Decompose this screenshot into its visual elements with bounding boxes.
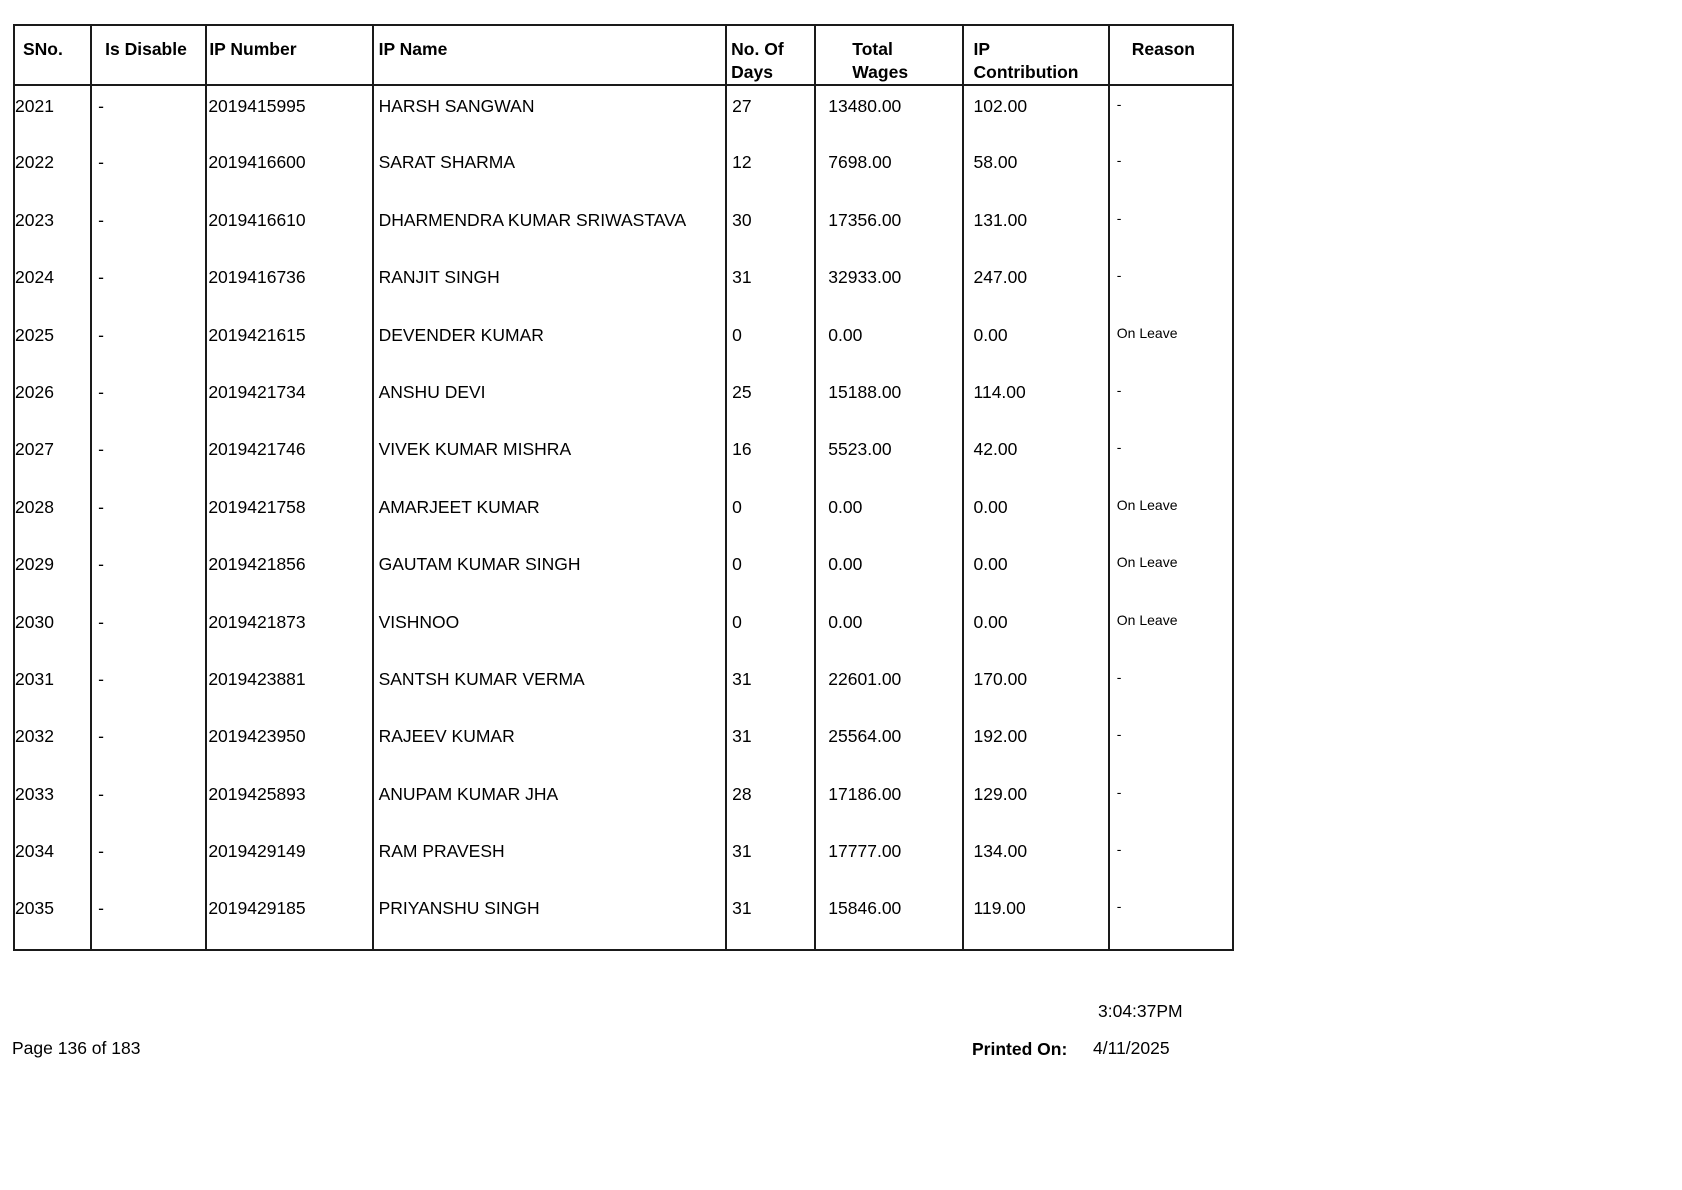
cell-contribution: 129.00 xyxy=(963,774,1109,831)
cell-wages: 0.00 xyxy=(815,602,962,659)
cell-is-disable: - xyxy=(91,85,206,142)
header-ip-name: IP Name xyxy=(373,25,727,85)
cell-reason: - xyxy=(1109,659,1233,716)
cell-days: 30 xyxy=(726,200,815,257)
cell-is-disable: - xyxy=(91,774,206,831)
cell-sno: 2021 xyxy=(14,85,91,142)
header-sno: SNo. xyxy=(14,25,91,85)
cell-ip-name: VIVEK KUMAR MISHRA xyxy=(373,429,727,486)
table-row xyxy=(14,372,1233,429)
cell-ip-name: PRIYANSHU SINGH xyxy=(373,888,727,950)
header-contribution-line1: IP xyxy=(973,39,991,59)
header-reason: Reason xyxy=(1109,25,1233,85)
cell-sno: 2032 xyxy=(14,716,91,773)
cell-is-disable: - xyxy=(91,315,206,372)
cell-ip-number: 2019421746 xyxy=(206,429,372,486)
cell-sno: 2030 xyxy=(14,602,91,659)
cell-sno: 2035 xyxy=(14,888,91,950)
cell-days: 31 xyxy=(726,659,815,716)
cell-ip-name: VISHNOO xyxy=(373,602,727,659)
cell-wages: 17777.00 xyxy=(815,831,962,888)
cell-is-disable: - xyxy=(91,602,206,659)
printed-time: 3:04:37PM xyxy=(1098,1001,1183,1021)
cell-wages: 15188.00 xyxy=(815,372,962,429)
cell-is-disable: - xyxy=(91,142,206,199)
cell-days: 31 xyxy=(726,888,815,950)
cell-reason: - xyxy=(1109,142,1233,199)
cell-wages: 0.00 xyxy=(815,315,962,372)
table-row xyxy=(14,200,1233,257)
cell-ip-name: ANSHU DEVI xyxy=(373,372,727,429)
cell-ip-name: SANTSH KUMAR VERMA xyxy=(373,659,727,716)
cell-ip-number: 2019421734 xyxy=(206,372,372,429)
cell-ip-number: 2019425893 xyxy=(206,774,372,831)
cell-is-disable: - xyxy=(91,487,206,544)
table-header xyxy=(14,25,1233,85)
cell-days: 12 xyxy=(726,142,815,199)
header-days-line1: No. Of xyxy=(731,39,784,59)
cell-ip-name: ANUPAM KUMAR JHA xyxy=(373,774,727,831)
cell-ip-name: DEVENDER KUMAR xyxy=(373,315,727,372)
cell-is-disable: - xyxy=(91,831,206,888)
cell-wages: 0.00 xyxy=(815,487,962,544)
cell-ip-number: 2019421873 xyxy=(206,602,372,659)
cell-reason: - xyxy=(1109,831,1233,888)
cell-wages: 5523.00 xyxy=(815,429,962,486)
cell-wages: 25564.00 xyxy=(815,716,962,773)
table-row xyxy=(14,315,1233,372)
header-wages-line1: Total xyxy=(852,39,893,59)
cell-ip-name: HARSH SANGWAN xyxy=(373,85,727,142)
cell-days: 31 xyxy=(726,257,815,314)
cell-reason: On Leave xyxy=(1109,544,1233,601)
header-row xyxy=(14,25,1233,85)
cell-contribution: 0.00 xyxy=(963,315,1109,372)
cell-sno: 2033 xyxy=(14,774,91,831)
header-ip-number: IP Number xyxy=(206,25,372,85)
cell-reason: - xyxy=(1109,774,1233,831)
cell-ip-number: 2019421615 xyxy=(206,315,372,372)
cell-sno: 2022 xyxy=(14,142,91,199)
cell-reason: - xyxy=(1109,429,1233,486)
cell-reason: - xyxy=(1109,716,1233,773)
cell-contribution: 0.00 xyxy=(963,487,1109,544)
cell-ip-number: 2019429185 xyxy=(206,888,372,950)
cell-sno: 2023 xyxy=(14,200,91,257)
table-row xyxy=(14,85,1233,142)
cell-reason: On Leave xyxy=(1109,487,1233,544)
page-number: Page 136 of 183 xyxy=(12,1038,141,1058)
cell-reason: - xyxy=(1109,85,1233,142)
cell-contribution: 58.00 xyxy=(963,142,1109,199)
cell-is-disable: - xyxy=(91,429,206,486)
cell-days: 0 xyxy=(726,315,815,372)
cell-ip-name: GAUTAM KUMAR SINGH xyxy=(373,544,727,601)
cell-reason: - xyxy=(1109,257,1233,314)
printed-on-label: Printed On: xyxy=(972,1039,1068,1059)
cell-contribution: 247.00 xyxy=(963,257,1109,314)
cell-reason: On Leave xyxy=(1109,315,1233,372)
cell-is-disable: - xyxy=(91,544,206,601)
cell-is-disable: - xyxy=(91,659,206,716)
cell-ip-number: 2019415995 xyxy=(206,85,372,142)
cell-contribution: 131.00 xyxy=(963,200,1109,257)
cell-ip-name: SARAT SHARMA xyxy=(373,142,727,199)
cell-ip-name: DHARMENDRA KUMAR SRIWASTAVA xyxy=(373,200,727,257)
table-row xyxy=(14,257,1233,314)
contribution-table xyxy=(13,24,1234,951)
cell-contribution: 42.00 xyxy=(963,429,1109,486)
cell-sno: 2031 xyxy=(14,659,91,716)
header-wages-line2: Wages xyxy=(852,62,909,82)
cell-wages: 13480.00 xyxy=(815,85,962,142)
cell-sno: 2028 xyxy=(14,487,91,544)
cell-ip-number: 2019416610 xyxy=(206,200,372,257)
cell-days: 0 xyxy=(726,487,815,544)
cell-days: 16 xyxy=(726,429,815,486)
cell-sno: 2029 xyxy=(14,544,91,601)
table-row xyxy=(14,429,1233,486)
table-row xyxy=(14,716,1233,773)
cell-reason: - xyxy=(1109,888,1233,950)
cell-ip-number: 2019423950 xyxy=(206,716,372,773)
cell-wages: 22601.00 xyxy=(815,659,962,716)
cell-ip-number: 2019429149 xyxy=(206,831,372,888)
cell-ip-number: 2019416736 xyxy=(206,257,372,314)
cell-reason: - xyxy=(1109,372,1233,429)
table-row xyxy=(14,774,1233,831)
cell-wages: 17356.00 xyxy=(815,200,962,257)
header-contribution-line2: Contribution xyxy=(973,62,1079,82)
cell-sno: 2027 xyxy=(14,429,91,486)
cell-contribution: 170.00 xyxy=(963,659,1109,716)
cell-is-disable: - xyxy=(91,888,206,950)
table-row xyxy=(14,142,1233,199)
cell-wages: 17186.00 xyxy=(815,774,962,831)
cell-wages: 32933.00 xyxy=(815,257,962,314)
cell-is-disable: - xyxy=(91,257,206,314)
table-row xyxy=(14,659,1233,716)
header-contribution xyxy=(963,25,1109,85)
cell-contribution: 0.00 xyxy=(963,544,1109,601)
cell-ip-name: RANJIT SINGH xyxy=(373,257,727,314)
cell-contribution: 192.00 xyxy=(963,716,1109,773)
cell-contribution: 134.00 xyxy=(963,831,1109,888)
cell-contribution: 119.00 xyxy=(963,888,1109,950)
header-days-line2: Days xyxy=(731,62,773,82)
cell-days: 31 xyxy=(726,831,815,888)
cell-ip-number: 2019421758 xyxy=(206,487,372,544)
cell-days: 0 xyxy=(726,544,815,601)
table-row xyxy=(14,602,1233,659)
cell-wages: 15846.00 xyxy=(815,888,962,950)
cell-ip-name: RAM PRAVESH xyxy=(373,831,727,888)
cell-contribution: 0.00 xyxy=(963,602,1109,659)
cell-sno: 2034 xyxy=(14,831,91,888)
table-row xyxy=(14,487,1233,544)
cell-is-disable: - xyxy=(91,716,206,773)
cell-days: 27 xyxy=(726,85,815,142)
cell-wages: 0.00 xyxy=(815,544,962,601)
cell-contribution: 114.00 xyxy=(963,372,1109,429)
header-is-disable: Is Disable xyxy=(91,25,206,85)
cell-ip-number: 2019416600 xyxy=(206,142,372,199)
cell-ip-number: 2019423881 xyxy=(206,659,372,716)
cell-is-disable: - xyxy=(91,372,206,429)
printed-date: 4/11/2025 xyxy=(1093,1038,1170,1058)
header-days xyxy=(726,25,815,85)
table-body xyxy=(14,85,1233,950)
cell-ip-name: RAJEEV KUMAR xyxy=(373,716,727,773)
cell-ip-number: 2019421856 xyxy=(206,544,372,601)
cell-days: 0 xyxy=(726,602,815,659)
cell-sno: 2024 xyxy=(14,257,91,314)
cell-days: 31 xyxy=(726,716,815,773)
cell-sno: 2025 xyxy=(14,315,91,372)
table-row xyxy=(14,888,1233,950)
table-row xyxy=(14,831,1233,888)
cell-reason: On Leave xyxy=(1109,602,1233,659)
cell-days: 25 xyxy=(726,372,815,429)
table-row xyxy=(14,544,1233,601)
cell-wages: 7698.00 xyxy=(815,142,962,199)
cell-reason: - xyxy=(1109,200,1233,257)
cell-ip-name: AMARJEET KUMAR xyxy=(373,487,727,544)
cell-days: 28 xyxy=(726,774,815,831)
cell-contribution: 102.00 xyxy=(963,85,1109,142)
cell-is-disable: - xyxy=(91,200,206,257)
cell-sno: 2026 xyxy=(14,372,91,429)
header-wages xyxy=(815,25,962,85)
